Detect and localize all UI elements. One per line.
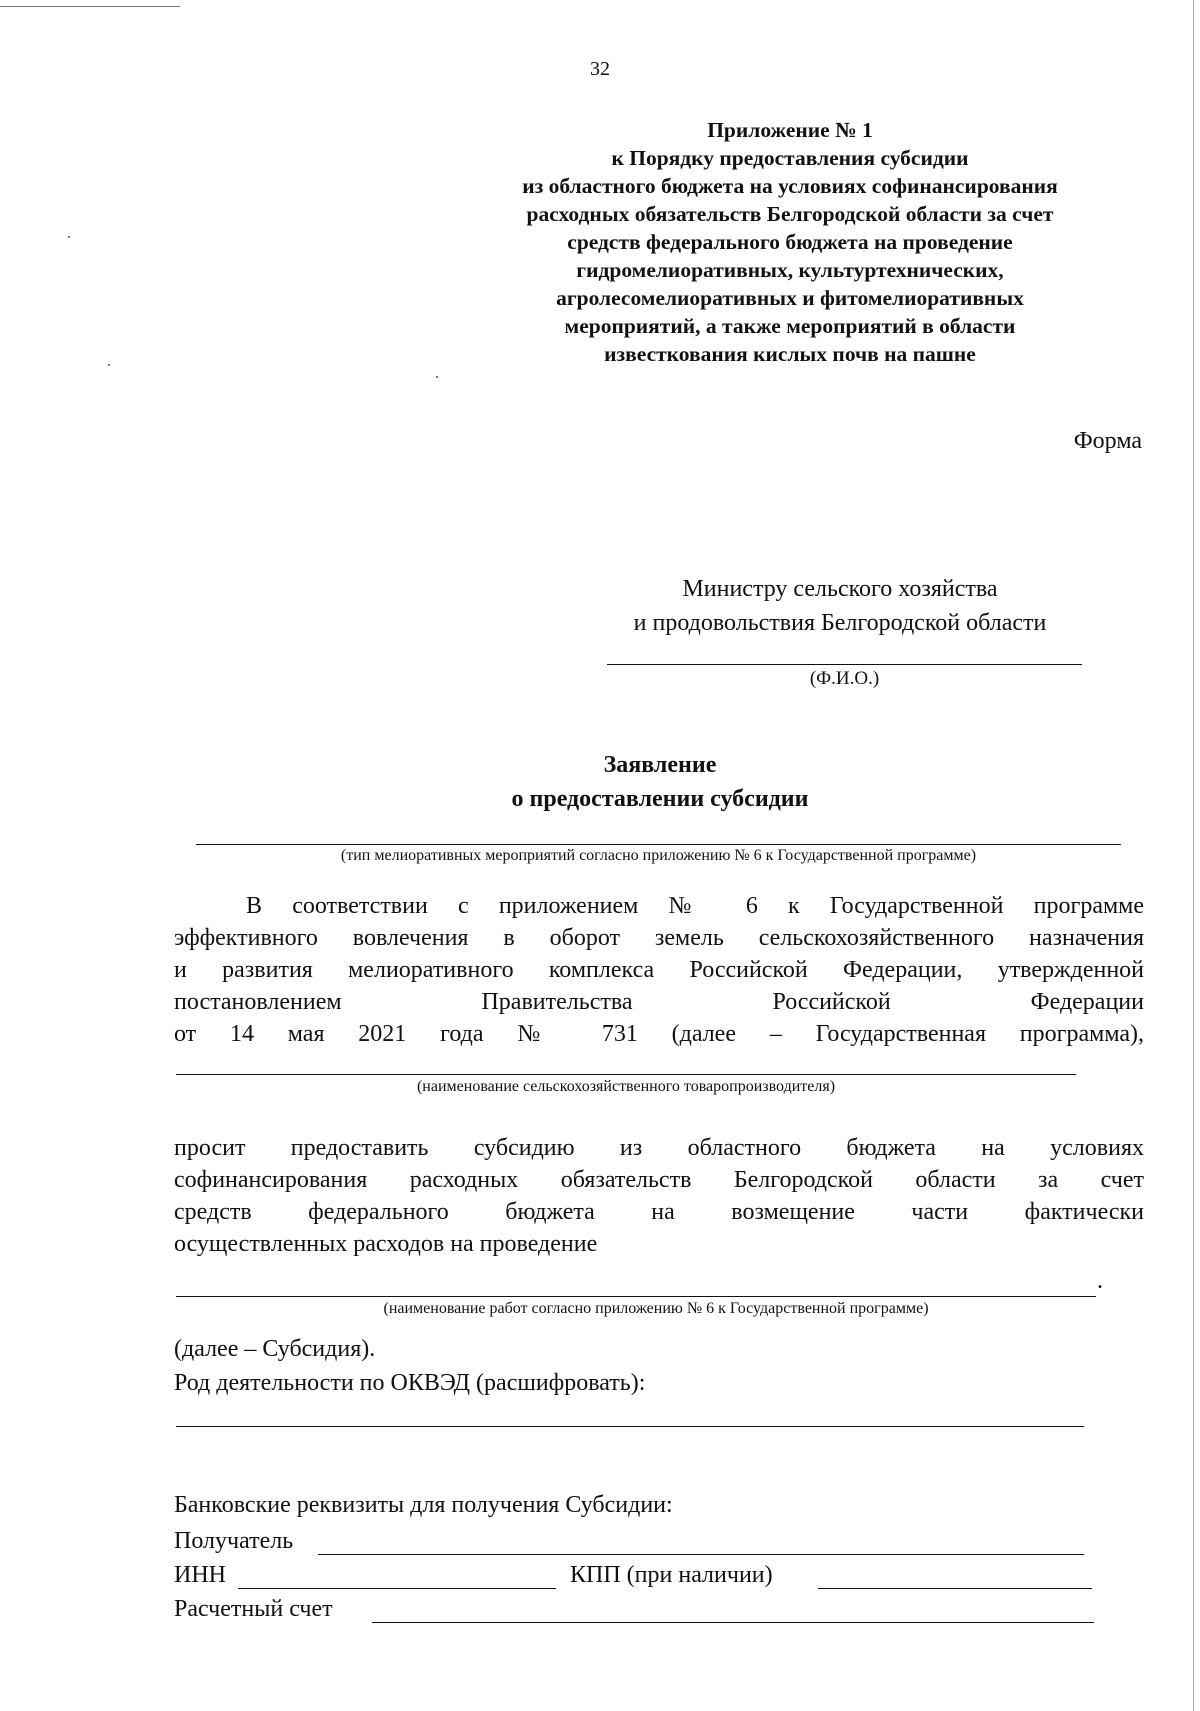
appendix-line: мероприятий, а также мероприятий в области [564,314,1016,338]
okved-label: Род деятельности по ОКВЭД (расшифровать): [174,1370,646,1396]
kpp-label: КПП (при наличии) [570,1562,773,1588]
appendix-header [480,116,1100,368]
appendix-line: расходных обязательств Белгородской области за счет [526,202,1054,226]
title-line: Заявление [603,752,717,778]
paragraph-line: постановлением Правительства Российской Федерации [174,989,1144,1015]
appendix-line: средств федерального бюджета на проведение [567,230,1013,254]
addressee-line: Министру сельского хозяйства [682,576,998,602]
paragraph-line: осуществленных расходов на проведение [174,1231,598,1257]
subsidy-note: (далее – Субсидия). [174,1336,376,1362]
paragraph-request [174,1132,1144,1260]
inn-field[interactable] [238,1588,556,1589]
melioration-type-caption: (тип мелиоративных мероприятий согласно приложению № 6 к Государственной программе) [340,847,977,864]
paragraph-line: В соответствии с приложением № 6 к Государственной программе [246,893,1144,919]
scan-edge-line [1193,0,1194,1711]
addressee-line: и продовольствия Белгородской области [633,610,1047,636]
scan-edge-line [0,6,180,7]
okved-field[interactable] [176,1426,1084,1427]
form-label: Форма [1073,428,1142,454]
account-label: Расчетный счет [174,1596,333,1622]
addressee-block [580,572,1100,640]
paragraph-line: средств федерального бюджета на возмещение части фактически [174,1199,1144,1225]
field-end-dot: . [1097,1268,1103,1294]
appendix-line: гидромелиоративных, культуртехнических, [576,258,1004,282]
appendix-line: к Порядку предоставления субсидии [611,146,969,170]
account-field[interactable] [372,1622,1094,1623]
scan-speck [436,376,438,378]
recipient-field[interactable] [318,1554,1084,1555]
paragraph-line: софинансирования расходных обязательств Белгородской области за счет [174,1167,1144,1193]
bank-heading: Банковские реквизиты для получения Субсидии: [174,1492,673,1518]
fio-field[interactable] [607,664,1082,665]
works-name-field[interactable] [176,1296,1096,1297]
works-name-caption: (наименование работ согласно приложению № 6 к Государственной программе) [383,1300,929,1317]
inn-label: ИНН [174,1562,226,1588]
document-title [400,748,920,816]
appendix-line: агролесомелиоративных и фитомелиоративных [556,286,1024,310]
scan-speck [108,364,110,366]
producer-name-field[interactable] [176,1074,1076,1075]
melioration-type-field[interactable] [196,844,1121,845]
paragraph-line: просит предоставить субсидию из областного бюджета на условиях [174,1135,1144,1161]
paragraph-line: от 14 мая 2021 года № 731 (далее – Государственная программа), [174,1021,1144,1047]
producer-name-caption: (наименование сельскохозяйственного товаропроизводителя) [416,1078,836,1095]
recipient-label: Получатель [174,1528,294,1554]
appendix-line: Приложение № 1 [707,118,873,142]
fio-caption: (Ф.И.О.) [809,668,880,689]
page-number: 32 [590,58,610,80]
appendix-line: из областного бюджета на условиях софинансирования [522,174,1058,198]
paragraph-line: и развития мелиоративного комплекса Российской Федерации, утвержденной [174,957,1144,983]
paragraph-line: эффективного вовлечения в оборот земель сельскохозяйственного назначения [174,925,1144,951]
appendix-line: известкования кислых почв на пашне [604,342,976,366]
title-line: о предоставлении субсидии [511,786,809,812]
kpp-field[interactable] [818,1588,1092,1589]
paragraph-intro [174,890,1144,1050]
scan-speck [68,236,70,238]
